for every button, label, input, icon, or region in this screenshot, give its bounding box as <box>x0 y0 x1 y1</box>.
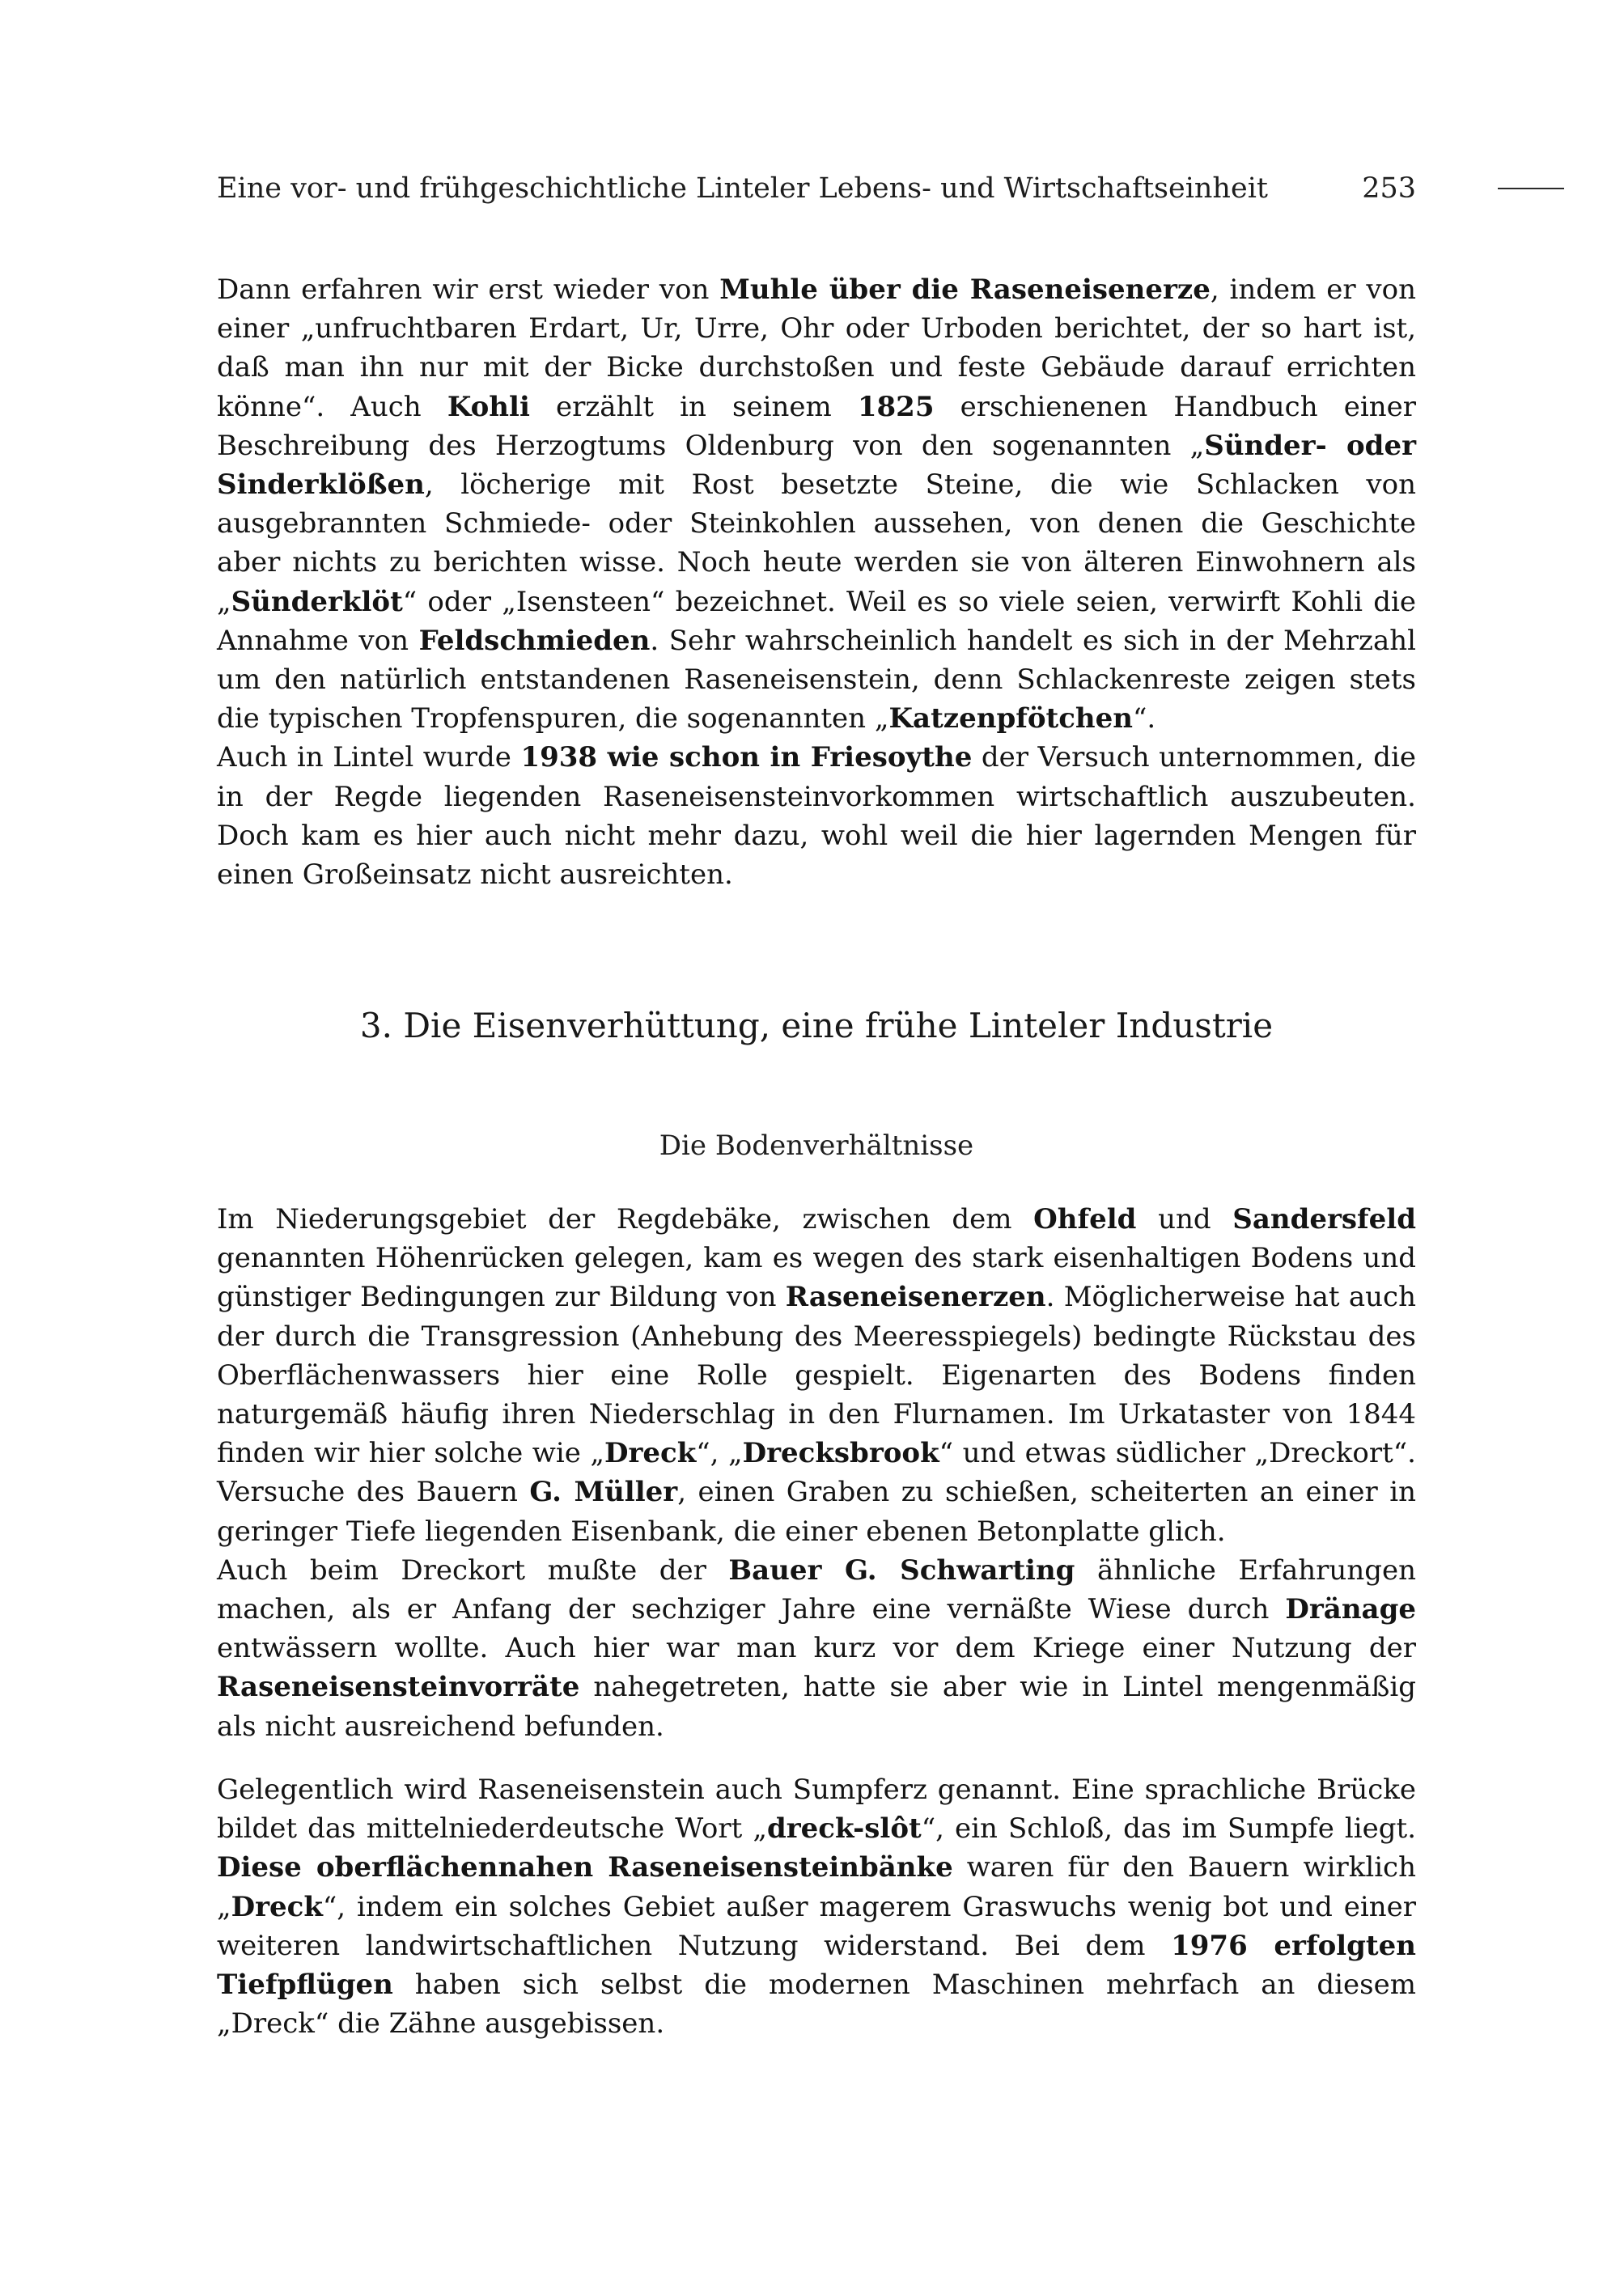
bold-term: Ohfeld <box>1033 1203 1137 1236</box>
text-run: . Möglicherweise hat auch der durch die Transgression (Anhebung des Meeresspiegels) bedingte Rückstau des Oberflächenwassers hier eine Rolle gespielt. Eigenarten des Bodens finden naturgemäß häufig ihren Niederschlag in den Flurnamen. Im Urkataster von 1844 finden wir hier solche wie „ <box>217 1281 1416 1470</box>
bold-term: Katzenpfötchen <box>888 702 1134 735</box>
bold-term: Feldschmieden <box>418 624 651 657</box>
text-run: , löcherige mit Rost besetzte Steine, die wie Schlacken von ausgebrannten Schmiede- oder Steinkohlen aussehen, von denen die Geschichte aber nichts zu berichten wisse. Noch heute werden sie von älteren Einwohnern als „ <box>217 468 1416 618</box>
text-run: “, ein Schloß, das im Sumpfe liegt. <box>921 1812 1417 1846</box>
text-run: Dann erfahren wir erst wieder von <box>217 273 720 306</box>
text-run: und <box>1136 1203 1233 1236</box>
text-run: “ oder „Isensteen“ bezeichnet. Weil es so viele seien, verwirft Kohli die Annahme von <box>217 585 1416 657</box>
paragraph <box>217 738 1416 894</box>
bold-term: Dreck <box>231 1890 323 1923</box>
text-run: der Versuch unternommen, die in der Regde liegenden Raseneisensteinvorkommen wirtschaftlich auszubeuten. Doch kam es hier auch nicht mehr dazu, wohl weil die hier lagernden Mengen für einen Großeinsatz nicht ausreichten. <box>217 741 1416 892</box>
bold-term: Sünderklöt <box>231 585 403 618</box>
bold-term: Bauer G. Schwarting <box>728 1553 1075 1587</box>
paragraph <box>217 1551 1416 1746</box>
running-header <box>217 168 1416 209</box>
text-run: Auch beim Dreckort mußte der <box>217 1553 729 1587</box>
text-run: Auch in Lintel wurde <box>217 741 521 774</box>
text-run: waren für den Bauern wirklich „ <box>217 1851 1417 1923</box>
text-run: nahegetreten, hatte sie aber wie in Lintel mengenmäßig als nicht ausreichend befunden. <box>217 1671 1416 1743</box>
bold-term: Diese oberflächennahen Raseneisensteinbänke <box>217 1851 953 1884</box>
text-run: genannten Höhenrücken gelegen, kam es wegen des stark eisenhaltigen Bodens und günstiger Bedingungen zur Bildung von <box>217 1242 1416 1314</box>
bold-term: Raseneisensteinvorräte <box>217 1671 580 1704</box>
subheading: Die Bodenverhältnisse <box>659 1130 974 1162</box>
text-run: Gelegentlich wird Raseneisenstein auch Sumpferz genannt. Eine sprachliche Brücke bildet das mittelniederdeutsche Wort „ <box>217 1774 1416 1846</box>
body-text-block-1 <box>217 270 1416 894</box>
text-run: “. <box>1133 702 1156 735</box>
text-run: ähnliche Erfahrungen machen, als er Anfang der sechziger Jahre eine vernäßte Wiese durch <box>217 1553 1416 1626</box>
paragraph <box>217 270 1416 738</box>
text-run: , indem er von einer „unfruchtbaren Erdart, Ur, Urre, Ohr oder Urboden berichtet, der so hart ist, daß man ihn nur mit der Bicke durchstoßen und feste Gebäude darauf errichten könne“. Auch <box>217 273 1416 423</box>
bold-term: 1825 <box>857 390 935 423</box>
bold-term: Sandersfeld <box>1232 1203 1416 1236</box>
bold-term: G. Müller <box>529 1476 678 1509</box>
bold-term: Dreck <box>604 1437 697 1470</box>
paragraph <box>217 1770 1416 2043</box>
text-run: entwässern wollte. Auch hier war man kurz vor dem Kriege einer Nutzung der <box>217 1632 1416 1665</box>
section-heading: 3. Die Eisenverhüttung, eine frühe Linteler Industrie <box>359 1006 1274 1045</box>
bold-term: Sünder- oder Sinderklößen <box>217 429 1416 502</box>
body-text-block-2 <box>217 1200 1416 1746</box>
bold-term: 1938 wie schon in Friesoythe <box>520 741 973 774</box>
text-run: haben sich selbst die modernen Maschinen mehrfach an diesem „Dreck“ die Zähne ausgebissen. <box>217 1969 1416 2041</box>
bold-term: Raseneisenerzen <box>785 1281 1046 1314</box>
paragraph <box>217 1200 1416 1551</box>
bold-term: Muhle über die Raseneisenerze <box>719 273 1211 306</box>
text-run: , einen Graben zu schießen, scheiterten an einer in geringer Tiefe liegenden Eisenbank, die einer ebenen Betonplatte glich. <box>217 1476 1416 1548</box>
text-run: erzählt in seinem <box>529 390 858 423</box>
header-rule <box>1498 188 1564 189</box>
text-run: erschienenen Handbuch einer Beschreibung des Herzogtums Oldenburg von den sogenannten „ <box>217 390 1416 462</box>
text-run: . Sehr wahrscheinlich handelt es sich in der Mehrzahl um den natürlich entstandenen Raseneisenstein, denn Schlackenreste zeigen stets die typischen Tropfenspuren, die sogenannten „ <box>217 624 1416 735</box>
text-run: “, „ <box>696 1437 743 1470</box>
bold-term: Dränage <box>1285 1593 1416 1626</box>
bold-term: dreck-slôt <box>766 1812 922 1846</box>
page-number: 253 <box>1362 172 1416 205</box>
text-run: “, indem ein solches Gebiet außer magerem Graswuchs wenig bot und einer weiteren landwirtschaftlichen Nutzung widerstand. Bei dem <box>217 1890 1416 1962</box>
running-header-title: Eine vor- und frühgeschichtliche Linteler Lebens- und Wirtschaftseinheit <box>217 172 1268 205</box>
bold-term: Drecksbrook <box>742 1437 939 1470</box>
body-text-block-3 <box>217 1770 1416 2043</box>
text-run: “ und etwas südlicher „Dreckort“. Versuche des Bauern <box>217 1437 1416 1509</box>
text-run: Im Niederungsgebiet der Regdebäke, zwischen dem <box>217 1203 1034 1236</box>
bold-term: 1976 erfolgten Tiefpflügen <box>217 1929 1416 2002</box>
bold-term: Kohli <box>447 390 530 423</box>
